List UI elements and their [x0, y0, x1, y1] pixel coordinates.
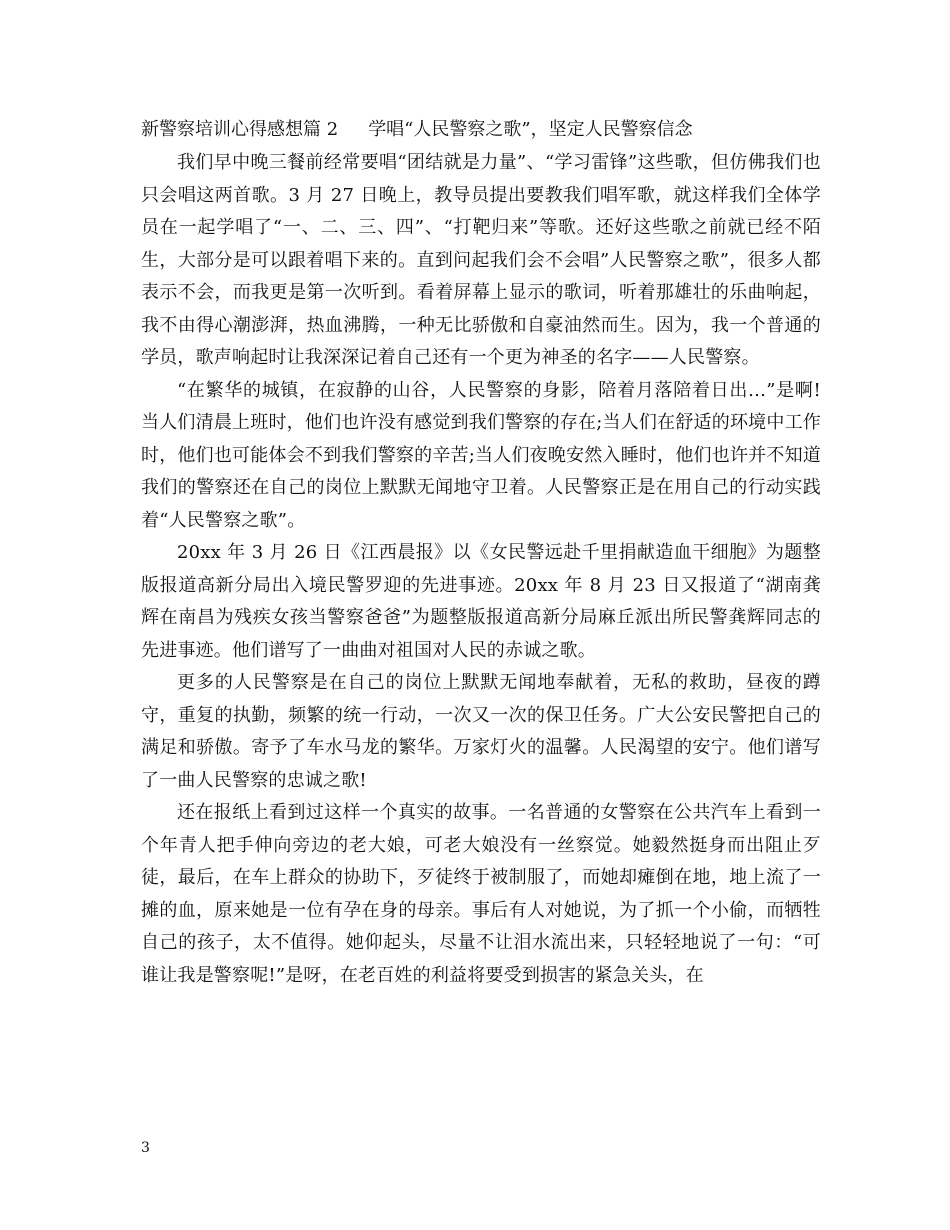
document-title-left: 新警察培训心得感想篇 2 — [141, 119, 339, 140]
document-body — [141, 116, 821, 992]
paragraph-5: 还在报纸上看到过这样一个真实的故事。一名普通的女警察在公共汽车上看到一个年青人把手伸向旁边的老大娘，可老大娘没有一丝察觉。她毅然挺身而出阻止歹徒，最后，在车上群众的协助下，歹徒终于被制服了，而她却瘫倒在地，地上流了一摊的血，原来她是一位有孕在身的母亲。事后有人对她说，为了抓一个小偷，而牺牲自己的孩子，太不值得。她仰起头，尽量不让泪水流出来，只轻轻地说了一句：“可谁让我是警察呢!”是呀，在老百姓的利益将要受到损害的紧急关头，在 — [141, 802, 821, 986]
page-number: 3 — [141, 1140, 150, 1156]
document-title-line — [141, 116, 821, 144]
document-title-right: 学唱“人民警察之歌”，坚定人民警察信念 — [368, 119, 693, 140]
paragraph-3: 20xx 年 3 月 26 日《江西晨报》以《女民警远赴千里捐献造血干细胞》为题整版报道高新分局出入境民警罗迎的先进事迹。20xx 年 8 月 23 日又报道了“湖南龚辉在南昌为残疾女孩当警察爸爸”为题整版报道高新分局麻丘派出所民警龚辉同志的先进事迹。他们谱写了一曲曲对祖国对人民的赤诚之歌。 — [141, 542, 821, 661]
paragraph-4: 更多的人民警察是在自己的岗位上默默无闻地奉献着，无私的救助，昼夜的蹲守，重复的执勤，频繁的统一行动，一次又一次的保卫任务。广大公安民警把自己的满足和骄傲。寄予了车水马龙的繁华。万家灯火的温馨。人民渴望的安宁。他们谱写了一曲人民警察的忠诚之歌! — [141, 672, 821, 791]
paragraph-1: 我们早中晚三餐前经常要唱“团结就是力量”、“学习雷锋”这些歌，但仿佛我们也只会唱这两首歌。3 月 27 日晚上，教导员提出要教我们唱军歌，就这样我们全体学员在一起学唱了“一、二、三、四”、“打靶归来”等歌。还好这些歌之前就已经不陌生，大部分是可以跟着唱下来的。直到问起我们会不会唱”人民警察之歌”，很多人都表示不会，而我更是第一次听到。看着屏幕上显示的歌词，听着那雄壮的乐曲响起，我不由得心潮澎湃，热血沸腾，一种无比骄傲和自豪油然而生。因为，我一个普通的学员，歌声响起时让我深深记着自己还有一个更为神圣的名字——人民警察。 — [141, 152, 821, 368]
paragraph-2: “在繁华的城镇，在寂静的山谷，人民警察的身影，陪着月落陪着日出…”是啊!当人们清晨上班时，他们也许没有感觉到我们警察的存在;当人们在舒适的环境中工作时，他们也可能体会不到我们警察的辛苦;当人们夜晚安然入睡时，他们也许并不知道我们的警察还在自己的岗位上默默无闻地守卫着。人民警察正是在用自己的行动实践着“人民警察之歌”。 — [141, 379, 821, 531]
